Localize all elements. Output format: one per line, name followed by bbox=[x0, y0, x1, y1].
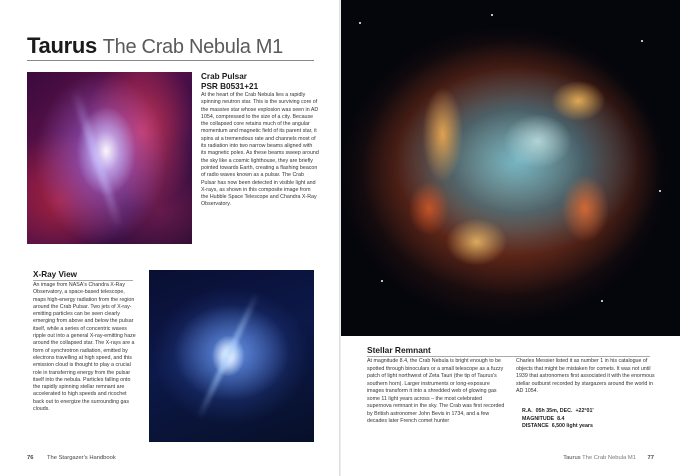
footer-section: The Crab Nebula M1 bbox=[582, 455, 636, 461]
xray-view-divider bbox=[33, 280, 133, 281]
dec-label: DEC. bbox=[559, 408, 573, 414]
crab-pulsar-heading-designation: PSR B0531+21 bbox=[201, 82, 259, 91]
stellar-remnant-divider bbox=[367, 356, 650, 357]
star bbox=[491, 14, 493, 16]
left-page-footer bbox=[27, 455, 116, 461]
distance-row bbox=[522, 423, 594, 431]
page-title bbox=[27, 33, 283, 59]
magnitude-value: 8.4 bbox=[557, 415, 565, 422]
xray-jet bbox=[196, 292, 260, 419]
crab-pulsar-heading-name: Crab Pulsar bbox=[201, 72, 247, 81]
star bbox=[359, 22, 361, 24]
right-page-footer bbox=[563, 455, 654, 461]
dec-value: +22°01' bbox=[575, 408, 594, 414]
crab-nebula-image bbox=[341, 0, 680, 336]
footer-constellation: Taurus bbox=[563, 455, 581, 461]
ra-value: 05h 35m, bbox=[535, 408, 559, 414]
title-divider bbox=[27, 60, 314, 61]
star bbox=[659, 190, 661, 192]
magnitude-row bbox=[522, 416, 594, 424]
distance-value: 6,500 light years bbox=[551, 423, 593, 429]
distance-label: DISTANCE bbox=[522, 423, 549, 429]
crab-pulsar-image bbox=[27, 72, 192, 244]
ra-label: R.A. bbox=[522, 408, 533, 414]
xray-view-body: An image from NASA's Chandra X-Ray Observatory, a space-based telescope, maps high-energy radiation from the region around the Crab Pulsar. Two jets of X-ray-emitting particles can be seen clearly emerging from above and below the pulsar itself, while a series of concentric waves ripple out into a general X-ray-emitting haze around the collapsed star. The X-rays are a form of synchrotron radiation, emitted by electrons travelling at high speed, and this emission cloud is thought to play a crucial role in transferring energy from the pulsar itself into the nebula. Particles falling onto the rapidly spinning stellar remnant are accelerated to high speeds and ricochet back out to energize the surrounding gas clouds. bbox=[33, 282, 136, 413]
left-page-number: 76 bbox=[27, 455, 34, 461]
pulsar-jet-streak bbox=[71, 88, 124, 230]
page-title-main: Taurus bbox=[27, 33, 97, 58]
xray-view-heading: X-Ray View bbox=[33, 270, 77, 279]
crab-pulsar-heading bbox=[201, 72, 258, 92]
stellar-remnant-body-col1: At magnitude 8.4, the Crab Nebula is bright enough to be spotted through binoculars or a small telescope as a fuzzy patch of light northwest of Zeta Tauri (the tip of Taurus's southern horn). Larger instruments or long-exposure images transform it into a shredded web of glowing gas some 11 light years across – the most celebrated supernova remnant in the sky. The Crab was first recorded by British astronomer John Bevis in 1734, and a few decades later French comet hunter bbox=[367, 358, 505, 424]
right-page-number: 77 bbox=[647, 455, 654, 461]
magnitude-label: MAGNITUDE bbox=[522, 415, 555, 422]
stellar-remnant-body-col2: Charles Messier listed it as number 1 in his catalogue of objects that might be mistaken for comets. It was not until 1939 that astronomers first associated it with the enormous stellar outburst recorded by stargazers around the world in AD 1054. bbox=[516, 358, 655, 394]
book-title: The Stargazer's Handbook bbox=[46, 455, 116, 461]
stellar-remnant-heading: Stellar Remnant bbox=[367, 345, 431, 355]
star bbox=[381, 280, 383, 282]
crab-pulsar-body: At the heart of the Crab Nebula lies a rapidly spinning neutron star. This is the surviving core of the massive star whose explosion was seen in AD 1054, compressed to the size of a city. Because the collapsed core retains much of the angular momentum and magnetic field of its parent star, it spins at a tremendous rate and channels most of its radiation into two narrow beams aligned with its magnetic poles. As these beams sweep around the sky like a cosmic lighthouse, they are briefly pointed towards Earth, creating a flashing beacon of radio waves known as a pulsar. The Crab Pulsar has now been detected in visible light and X-rays, as shown in this composite image from the Hubble Space Telescope and Chandra X-Ray Observatory. bbox=[201, 92, 319, 208]
star bbox=[641, 40, 643, 42]
star bbox=[601, 300, 603, 302]
nebula-filaments bbox=[341, 0, 680, 336]
coordinates-row bbox=[522, 408, 594, 416]
xray-view-image bbox=[149, 270, 314, 442]
object-facts bbox=[522, 408, 594, 431]
page-title-subtitle: The Crab Nebula M1 bbox=[102, 36, 283, 58]
